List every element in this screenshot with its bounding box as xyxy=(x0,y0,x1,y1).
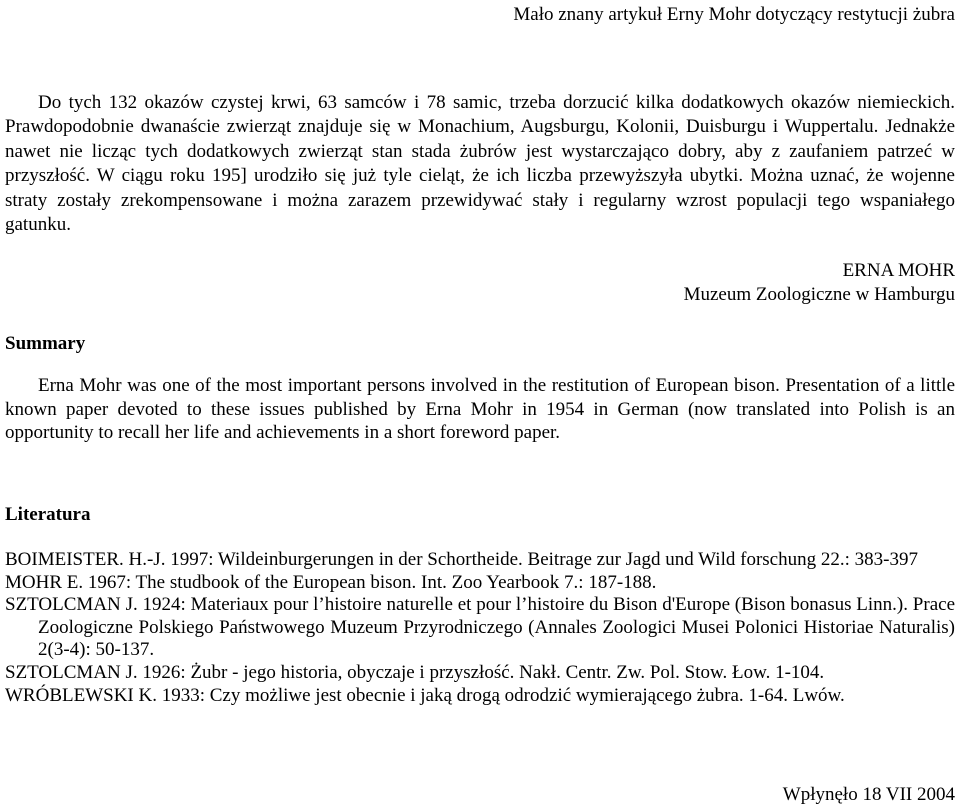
reference-item: BOIMEISTER. H.-J. 1997: Wildeinburgerungen in der Schortheide. Beitrage zur Jagd und Wild forschung 22.: 383-397 xyxy=(5,549,918,570)
reference-item: SZTOLCMAN J. 1926: Żubr - jego historia, obyczaje i przyszłość. Nakł. Centr. Zw. Pol. Stow. Łow. 1-104. xyxy=(5,661,825,683)
reference-item: MOHR E. 1967: The studbook of the European bison. Int. Zoo Yearbook 7.: 187-188. xyxy=(5,571,657,593)
summary-text: Erna Mohr was one of the most important persons involved in the restitution of European bison. Presentation of a little known paper devoted to these issues published by Erna Mohr in 1954 in German (now translated into Polish is an opportunity to recall her life and achievements in a short foreword paper. xyxy=(5,375,955,443)
author-signature: ERNA MOHR xyxy=(842,260,955,281)
author-institution: Muzeum Zoologiczne w Hamburgu xyxy=(683,284,955,305)
summary-heading: Summary xyxy=(5,333,86,354)
literature-heading: Literatura xyxy=(5,504,91,525)
reference-item: WRÓBLEWSKI K. 1933: Czy możliwe jest obecnie i jaką drogą odrodzić wymierającego żubra. 1-64. Lwów. xyxy=(5,684,845,706)
received-date: Wpłynęło 18 VII 2004 xyxy=(782,784,955,805)
reference-list xyxy=(5,549,955,707)
reference-item: SZTOLCMAN J. 1924: Materiaux pour l’histoire naturelle et pour l’histoire du Bison d'Europe (Bison bonasus Linn.). Prace Zoologiczne Polskiego Państwowego Muzeum Przyrodniczego (Annales Zoologici Musei Polonici Historiae Naturalis) 2(3-4): 50-137. xyxy=(5,594,955,661)
body-paragraph: Do tych 132 okazów czystej krwi, 63 samców i 78 samic, trzeba dorzucić kilka dodatkowych okazów niemieckich. Prawdopodobnie dwanaście zwierząt znajduje się w Monachium, Augsburgu, Kolonii, Duisburgu i Wuppertalu. Jednakże nawet nie licząc tych dodatkowych zwierząt stan stada żubrów jest wystarczająco dobry, aby z zaufaniem patrzeć w przyszłość. W ciągu roku 195] urodziło się już tyle cieląt, że ich liczba przewyższyła ubytki. Można uznać, że wojenne straty zostały zrekompensowane i można zarazem przewidywać stały i regularny wzrost populacji tego wspaniałego gatunku. xyxy=(5,92,955,236)
document-page xyxy=(5,0,955,810)
running-title: Mało znany artykuł Erny Mohr dotyczący restytucji żubra xyxy=(513,4,955,25)
